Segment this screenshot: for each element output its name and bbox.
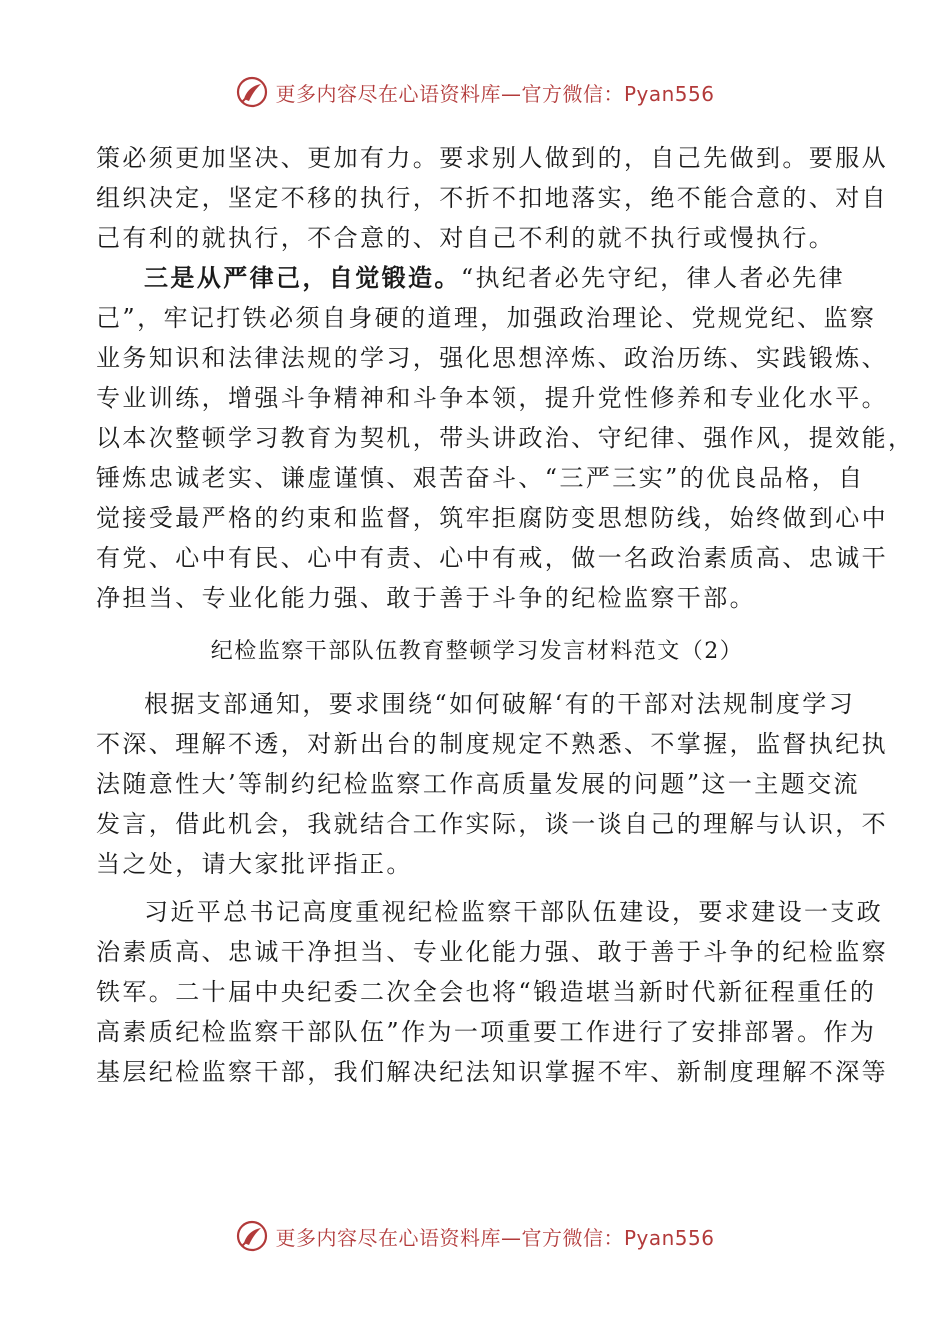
paragraph-3: [96, 684, 888, 884]
text-line: [96, 258, 858, 298]
text-line: 治素质高、忠诚干净担当、专业化能力强、敢于善于斗争的纪检监察: [96, 938, 888, 966]
text-line: 己”，牢记打铁必须自身硬的道理，加强政治理论、党规党纪、监察: [96, 304, 877, 332]
text-line: 高素质纪检监察干部队伍”作为一项重要工作进行了安排部署。作为: [96, 1018, 877, 1046]
section-title: 纪检监察干部队伍教育整顿学习发言材料范文（2）: [210, 639, 744, 664]
xinyu-logo-icon: [235, 75, 269, 109]
footer-banner: [0, 1216, 950, 1256]
text-line: 铁军。二十届中央纪委二次全会也将“锻造堪当新时代新征程重任的: [96, 978, 877, 1006]
text-line: 发言，借此机会，我就结合工作实际，谈一谈自己的理解与认识，不: [96, 810, 888, 838]
text-line: 组织决定，坚定不移的执行，不折不扣地落实，绝不能合意的、对自: [96, 184, 888, 212]
paragraph-heading: 三是从严律己，自觉锻造。: [144, 263, 461, 292]
text-line: 策必须更加坚决、更加有力。要求别人做到的，自己先做到。要服从: [96, 144, 888, 172]
text-line: 不深、理解不透，对新出台的制度规定不熟悉、不掌握，监督执纪执: [96, 730, 888, 758]
paragraph-4: [96, 892, 888, 1092]
text-line: 专业训练，增强斗争精神和斗争本领，提升党性修养和专业化水平。: [96, 384, 888, 412]
text-line: 净担当、专业化能力强、敢于善于斗争的纪检监察干部。: [96, 584, 756, 612]
footer-banner-text: 更多内容尽在心语资料库—官方微信：Pyan556: [275, 1225, 715, 1250]
text-line: 己有利的就执行，不合意的、对自己不利的就不执行或慢执行。: [96, 224, 836, 252]
text-line: 有党、心中有民、心中有责、心中有戒，做一名政治素质高、忠诚干: [96, 544, 888, 572]
text-line: 当之处，请大家批评指正。: [96, 850, 413, 878]
text-span: “执纪者必先守纪，律人者必先律: [460, 264, 846, 292]
text-line: 习近平总书记高度重视纪检监察干部队伍建设，要求建设一支政: [144, 898, 884, 926]
header-banner: [0, 72, 950, 112]
document-body: [96, 138, 915, 1092]
text-line: 业务知识和法律法规的学习，强化思想淬炼、政治历练、实践锻炼、: [96, 344, 888, 372]
text-line: 根据支部通知，要求围绕“如何破解‘有的干部对法规制度学习: [144, 690, 856, 718]
text-line: 基层纪检监察干部，我们解决纪法知识掌握不牢、新制度理解不深等: [96, 1058, 888, 1086]
header-banner-text: 更多内容尽在心语资料库—官方微信：Pyan556: [275, 81, 715, 106]
text-line: 法随意性大’等制约纪检监察工作高质量发展的问题”这一主题交流: [96, 770, 860, 798]
text-line: 锤炼忠诚老实、谦虚谨慎、艰苦奋斗、“三严三实”的优良品格，自: [96, 464, 865, 492]
paragraph-1: [96, 138, 888, 258]
paragraph-2: [96, 258, 915, 618]
text-line: 觉接受最严格的约束和监督，筑牢拒腐防变思想防线，始终做到心中: [96, 504, 888, 532]
text-line: 以本次整顿学习教育为契机，带头讲政治、守纪律、强作风，提效能，: [96, 424, 915, 452]
xinyu-logo-icon: [235, 1219, 269, 1253]
